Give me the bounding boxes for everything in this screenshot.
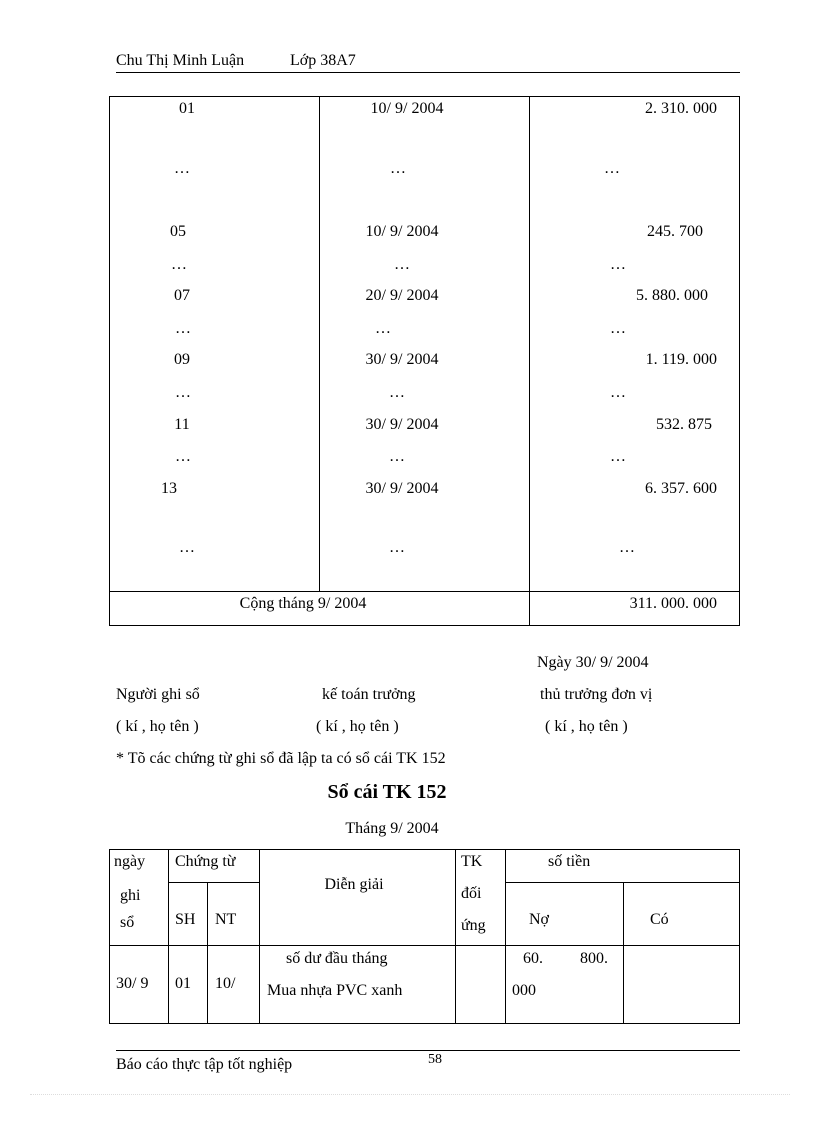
table-row-amount: …: [610, 448, 626, 465]
table-row-no: …: [175, 320, 191, 337]
signature-recorder: Người ghi sổ: [116, 686, 200, 703]
table-row-amount: 5. 880. 000: [636, 287, 708, 304]
ledger-row-debit-part2: 800.: [580, 950, 608, 967]
table-row-no: …: [174, 160, 190, 177]
table-row-date: 30/ 9/ 2004: [365, 351, 439, 368]
signature-note-director: ( kí , họ tên ): [545, 718, 628, 735]
table-row-amount: …: [619, 539, 635, 556]
header-author: Chu Thị Minh Luận: [116, 52, 245, 69]
ledger-row-debit-part1: 60.: [523, 950, 543, 967]
ledger-row-nt: 10/: [215, 975, 236, 992]
table-row-date: …: [389, 384, 405, 401]
table-row-date: 10/ 9/ 2004: [365, 223, 439, 240]
table-row-date: …: [389, 539, 405, 556]
total-value: 311. 000. 000: [629, 595, 717, 612]
table-row-amount: 245. 700: [647, 223, 703, 240]
table-row-amount: 2. 310. 000: [645, 100, 717, 117]
ledger-row-desc-line1: số dư đầu tháng: [286, 950, 388, 967]
signature-director: thủ trưởng đơn vị: [540, 686, 653, 703]
table-row-amount: 1. 119. 000: [645, 351, 717, 368]
header-account-line3: ứng: [461, 917, 486, 934]
table-row-no: 09: [174, 351, 190, 368]
header-date-line3: sổ: [120, 914, 135, 931]
table-row-date: 20/ 9/ 2004: [365, 287, 439, 304]
table-row-amount: …: [610, 320, 626, 337]
table-row-amount: …: [610, 384, 626, 401]
ledger-month: Tháng 9/ 2004: [345, 820, 439, 837]
header-voucher: Chứng từ: [175, 853, 236, 870]
signature-note-recorder: ( kí , họ tên ): [116, 718, 199, 735]
header-credit: Có: [650, 911, 669, 928]
table-row-date: …: [375, 320, 391, 337]
page-bottom-guide: [30, 1094, 790, 1095]
table-row-date: 30/ 9/ 2004: [365, 416, 439, 433]
table-row-no: 11: [174, 416, 190, 433]
header-date-line2: ghi: [120, 887, 141, 904]
header-description: Diễn giải: [324, 876, 384, 893]
ledger-row-desc-line2: Mua nhựa PVC xanh: [267, 982, 403, 999]
ledger-title: Sổ cái TK 152: [327, 781, 447, 803]
table-row-date: …: [394, 256, 410, 273]
table-row-no: …: [175, 448, 191, 465]
ledger-row-date: 30/ 9: [116, 975, 149, 992]
table-row-no: 13: [161, 480, 177, 497]
header-nt: NT: [215, 911, 237, 928]
table-row-date: …: [390, 160, 406, 177]
table-row-amount: …: [604, 160, 620, 177]
table-row-amount: 6. 357. 600: [645, 480, 717, 497]
footer-report: Báo cáo thực tập tốt nghiệp: [116, 1056, 293, 1073]
ledger-row-debit-part3: 000: [512, 982, 536, 999]
signature-note-chief: ( kí , họ tên ): [316, 718, 399, 735]
table-row-no: 05: [170, 223, 186, 240]
signature-date: Ngày 30/ 9/ 2004: [537, 654, 649, 671]
header-amount: số tiền: [548, 853, 591, 870]
table-row-date: 30/ 9/ 2004: [365, 480, 439, 497]
header-sh: SH: [175, 911, 196, 928]
table-row-amount: …: [610, 256, 626, 273]
table-row-amount: 532. 875: [656, 416, 712, 433]
table-row-no: 01: [179, 100, 195, 117]
table-row-date: 10/ 9/ 2004: [370, 100, 444, 117]
table-row-no: …: [179, 539, 195, 556]
header-account-line2: đối: [461, 885, 482, 902]
footer-page-number: 58: [428, 1052, 442, 1067]
ledger-intro-note: * Tõ các chứng từ ghi sổ đã lập ta có sổ cái TK 152: [116, 750, 446, 767]
header-account-line1: TK: [461, 853, 483, 870]
header-rule: [116, 72, 740, 73]
header-date-line1: ngày: [114, 853, 146, 870]
signature-chief-accountant: kế toán trưởng: [322, 686, 416, 703]
table-row-date: …: [389, 448, 405, 465]
header-debit: Nợ: [529, 911, 550, 928]
table-row-no: …: [175, 384, 191, 401]
table-row-no: …: [171, 256, 187, 273]
footer-rule: [116, 1050, 740, 1051]
header-class: Lớp 38A7: [290, 52, 356, 69]
table-row-no: 07: [174, 287, 190, 304]
total-label: Cộng tháng 9/ 2004: [239, 595, 367, 612]
ledger-row-sh: 01: [175, 975, 191, 992]
